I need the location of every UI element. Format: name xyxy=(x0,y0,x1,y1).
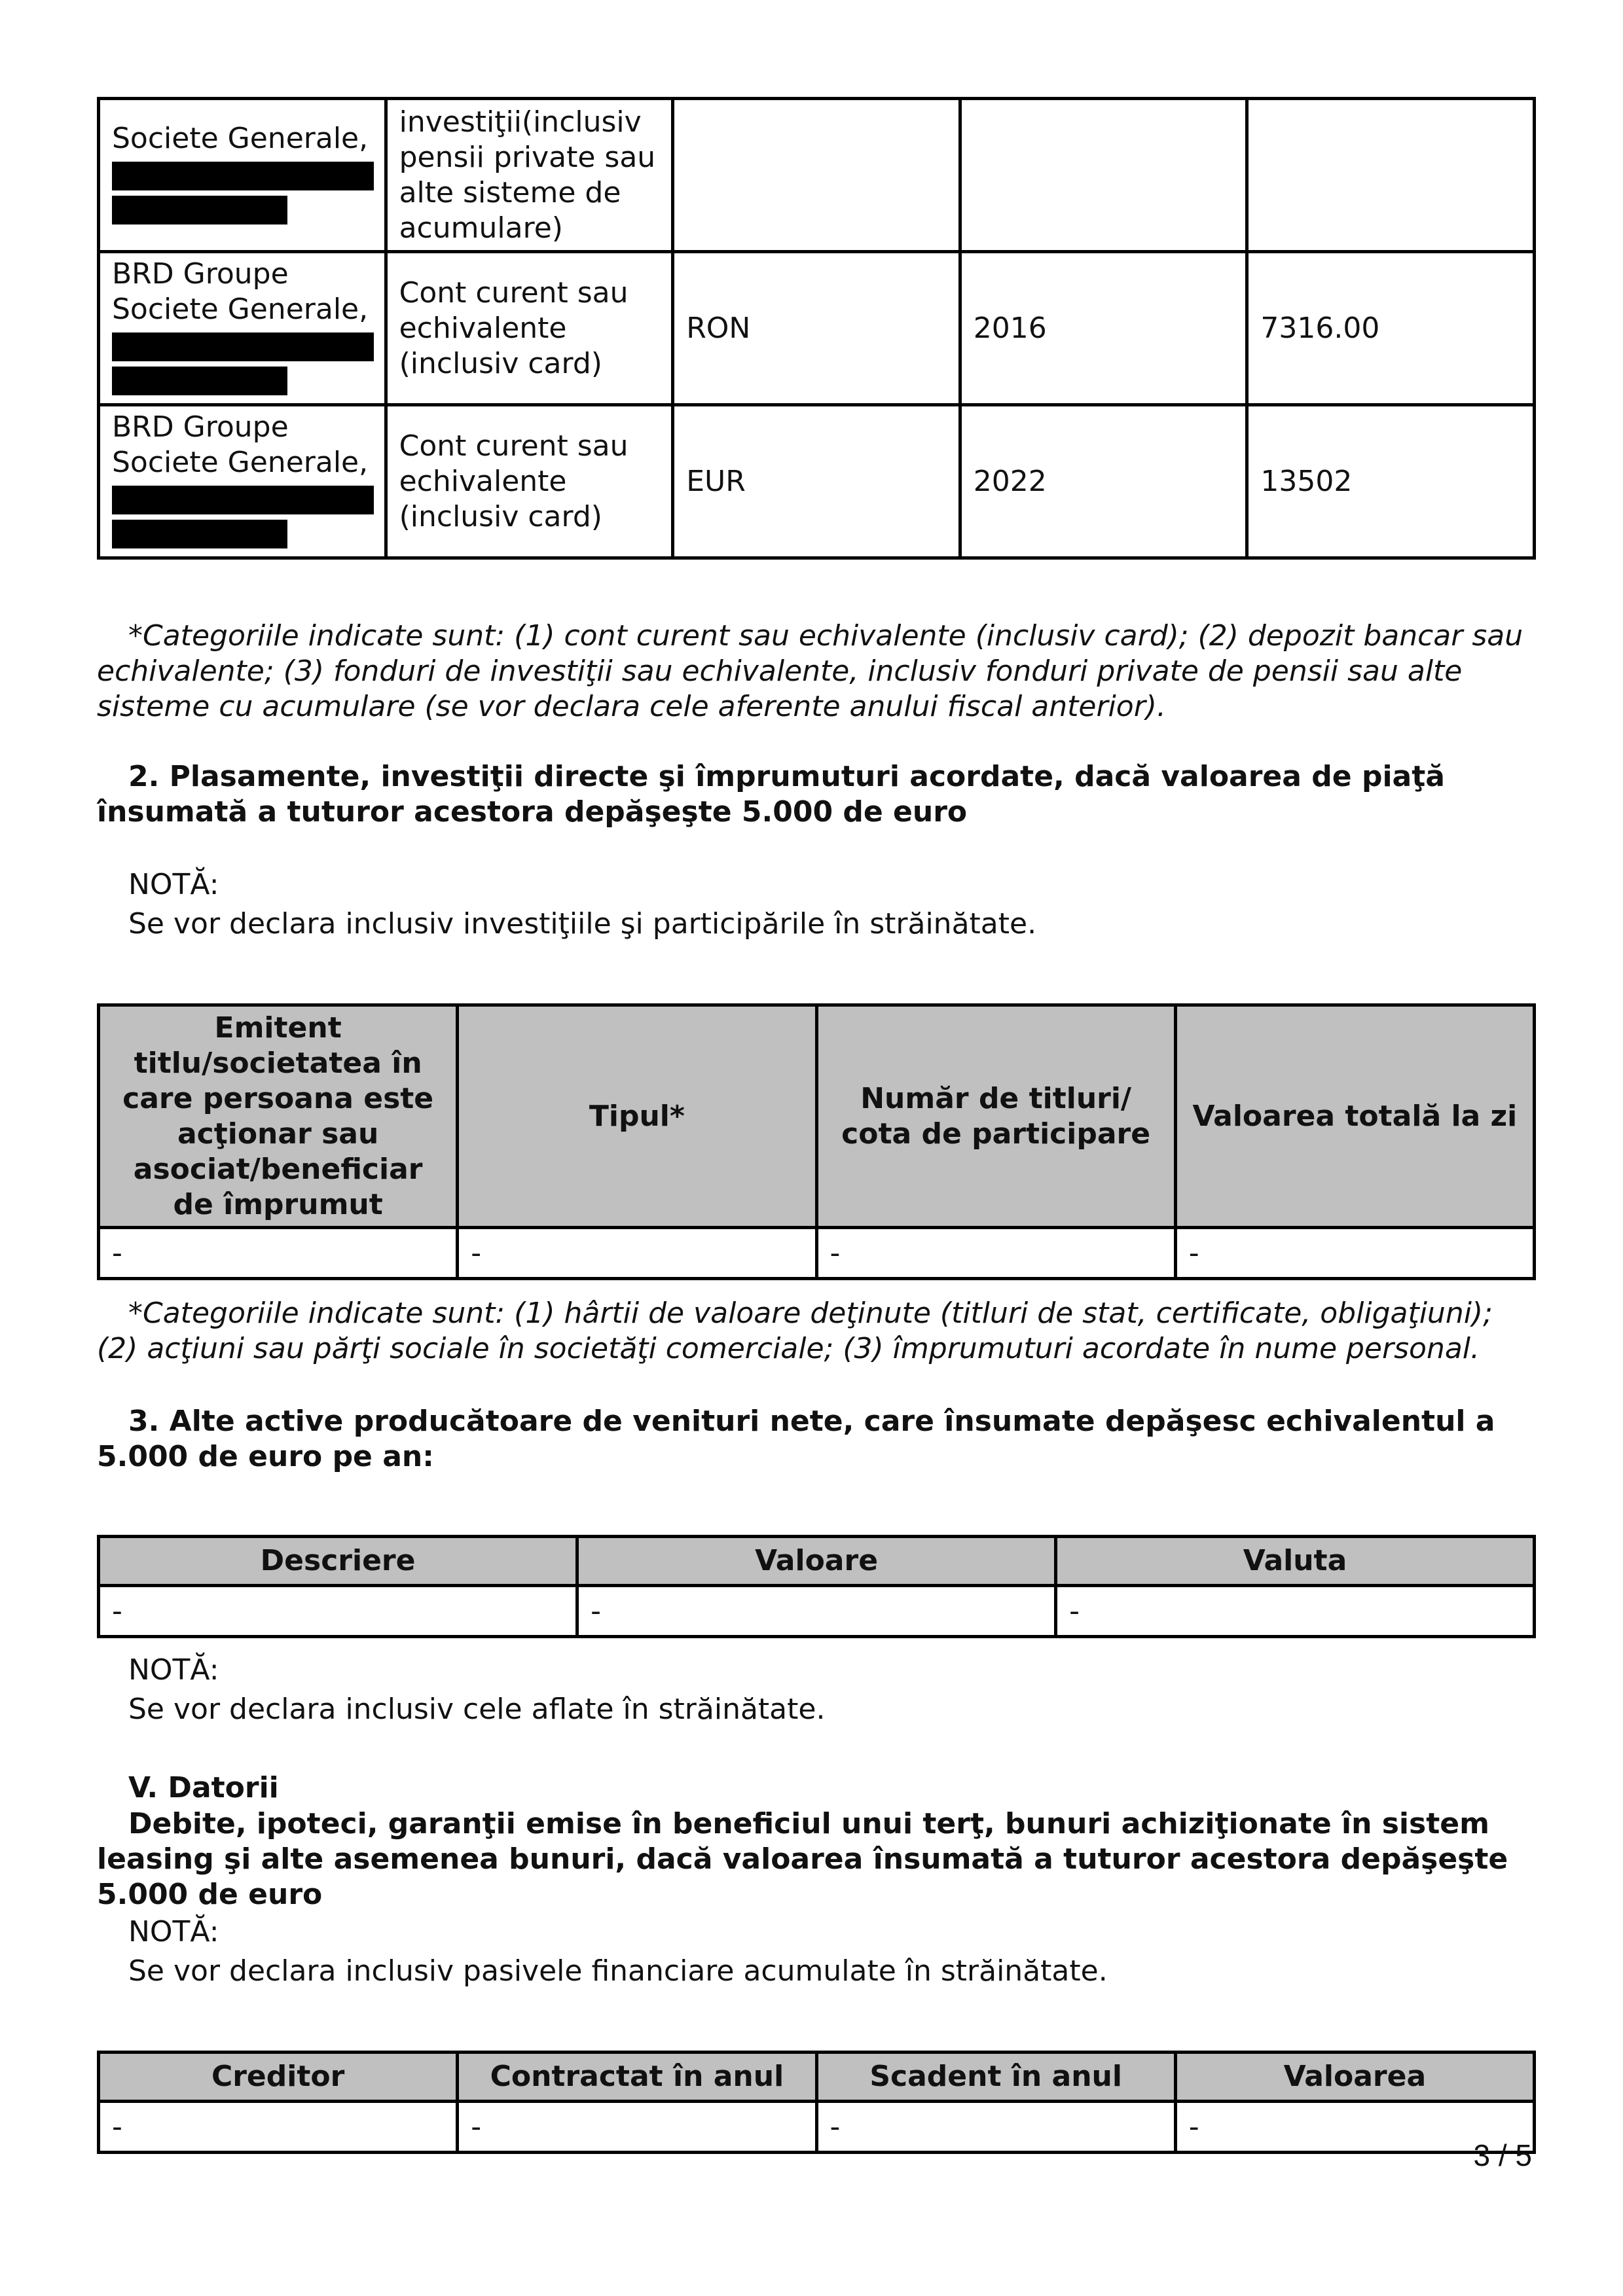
table-row xyxy=(99,1228,1535,1279)
table-cell: - xyxy=(1175,2102,1534,2153)
section-2-heading: 2. Plasamente, investiţii directe şi împrumuturi acordate, dacă valoarea de piaţă însumată a tuturor acestora depăşeşte 5.000 de euro xyxy=(97,760,1445,829)
institution-cell xyxy=(99,405,386,558)
column-header-contracted-year: Contractat în anul xyxy=(458,2053,816,2102)
currency-cell: RON xyxy=(673,252,960,405)
debts-table xyxy=(97,2051,1536,2154)
institution-name: BRD Groupe Societe Generale, xyxy=(112,257,369,326)
column-header-creditor: Creditor xyxy=(99,2053,458,2102)
page-number: 3 / 5 xyxy=(1473,2138,1532,2172)
column-header-total-value: Valoarea totală la zi xyxy=(1175,1005,1534,1228)
table-cell: - xyxy=(99,1228,458,1279)
section-5-title: V. Datorii xyxy=(128,1771,279,1804)
balance-cell: 13502 xyxy=(1247,405,1535,558)
institution-cell xyxy=(99,252,386,405)
institution-cell xyxy=(99,99,386,252)
account-type-cell: Cont curent sau echivalente (inclusiv card) xyxy=(386,252,673,405)
table-cell: - xyxy=(577,1586,1056,1637)
year-cell: 2022 xyxy=(960,405,1247,558)
table-cell: - xyxy=(99,2102,458,2153)
redaction-bar xyxy=(112,520,287,548)
section-2-note-label: NOTĂ: xyxy=(128,868,219,901)
redaction-bar xyxy=(112,367,287,395)
column-header-type: Tipul* xyxy=(458,1005,816,1228)
table-cell: - xyxy=(816,1228,1175,1279)
investments-categories-note: *Categoriile indicate sunt: (1) hârtii de valoare deţinute (titluri de stat, certificate, obligaţiuni); (2) acţiuni sau părţi sociale în societăţi comerciale; (3) împrumuturi acordate în nume personal. xyxy=(97,1297,1493,1365)
balance-cell xyxy=(1247,99,1535,252)
accounts-categories-note: *Categoriile indicate sunt: (1) cont curent sau echivalente (inclusiv card); (2) depozit bancar sau echivalente; (3) fonduri de investiţii sau echivalente, inclusiv fonduri private de pensii sau alte sisteme cu acumulare (se vor declara cele aferente anului fiscal anterior). xyxy=(97,619,1523,723)
section-3-heading: 3. Alte active producătoare de venituri nete, care însumate depăşesc echivalentul a 5.000 de euro pe an: xyxy=(97,1405,1495,1473)
table-row xyxy=(99,1586,1535,1637)
redaction-bar xyxy=(112,162,374,190)
column-header-currency: Valuta xyxy=(1056,1537,1535,1586)
table-cell: - xyxy=(816,2102,1175,2153)
institution-name: Societe Generale, xyxy=(112,121,369,155)
table-cell: - xyxy=(1175,1228,1534,1279)
column-header-amount: Valoarea xyxy=(1175,2053,1534,2102)
investments-table xyxy=(97,1003,1536,1280)
section-3-note-label: NOTĂ: xyxy=(128,1653,219,1687)
column-header-due-year: Scadent în anul xyxy=(816,2053,1175,2102)
currency-cell xyxy=(673,99,960,252)
column-header-value: Valoare xyxy=(577,1537,1056,1586)
account-type-cell: investiţii(inclusiv pensii private sau alte sisteme de acumulare) xyxy=(386,99,673,252)
redaction-bar xyxy=(112,196,287,224)
balance-cell: 7316.00 xyxy=(1247,252,1535,405)
table-row xyxy=(99,252,1535,405)
section-5-note-label: NOTĂ: xyxy=(128,1915,219,1948)
section-5-heading: Debite, ipoteci, garanţii emise în beneficiul unui terţ, bunuri achiziţionate în sistem leasing şi alte asemenea bunuri, dacă valoarea însumată a tuturor acestora depăşeşte 5.000 de euro xyxy=(97,1807,1508,1911)
account-type-cell: Cont curent sau echivalente (inclusiv card) xyxy=(386,405,673,558)
section-5-note-text: Se vor declara inclusiv pasivele financiare acumulate în străinătate. xyxy=(128,1954,1108,1988)
column-header-shares: Număr de titluri/ cota de participare xyxy=(816,1005,1175,1228)
column-header-description: Descriere xyxy=(99,1537,577,1586)
table-header-row xyxy=(99,2053,1535,2102)
currency-cell: EUR xyxy=(673,405,960,558)
table-header-row xyxy=(99,1537,1535,1586)
table-row xyxy=(99,2102,1535,2153)
table-cell: - xyxy=(1056,1586,1535,1637)
table-cell: - xyxy=(99,1586,577,1637)
redaction-bar xyxy=(112,486,374,514)
other-assets-table xyxy=(97,1535,1536,1638)
table-header-row xyxy=(99,1005,1535,1228)
column-header-issuer: Emitent titlu/societatea în care persoana este acţionar sau asociat/beneficiar de împrumut xyxy=(99,1005,458,1228)
section-3-note-text: Se vor declara inclusiv cele aflate în străinătate. xyxy=(128,1693,826,1726)
year-cell xyxy=(960,99,1247,252)
table-cell: - xyxy=(458,1228,816,1279)
redaction-bar xyxy=(112,332,374,361)
table-cell: - xyxy=(458,2102,816,2153)
table-row xyxy=(99,405,1535,558)
year-cell: 2016 xyxy=(960,252,1247,405)
section-2-note-text: Se vor declara inclusiv investiţiile şi participările în străinătate. xyxy=(128,907,1037,941)
bank-accounts-table xyxy=(97,97,1536,560)
table-row xyxy=(99,99,1535,252)
institution-name: BRD Groupe Societe Generale, xyxy=(112,410,369,479)
